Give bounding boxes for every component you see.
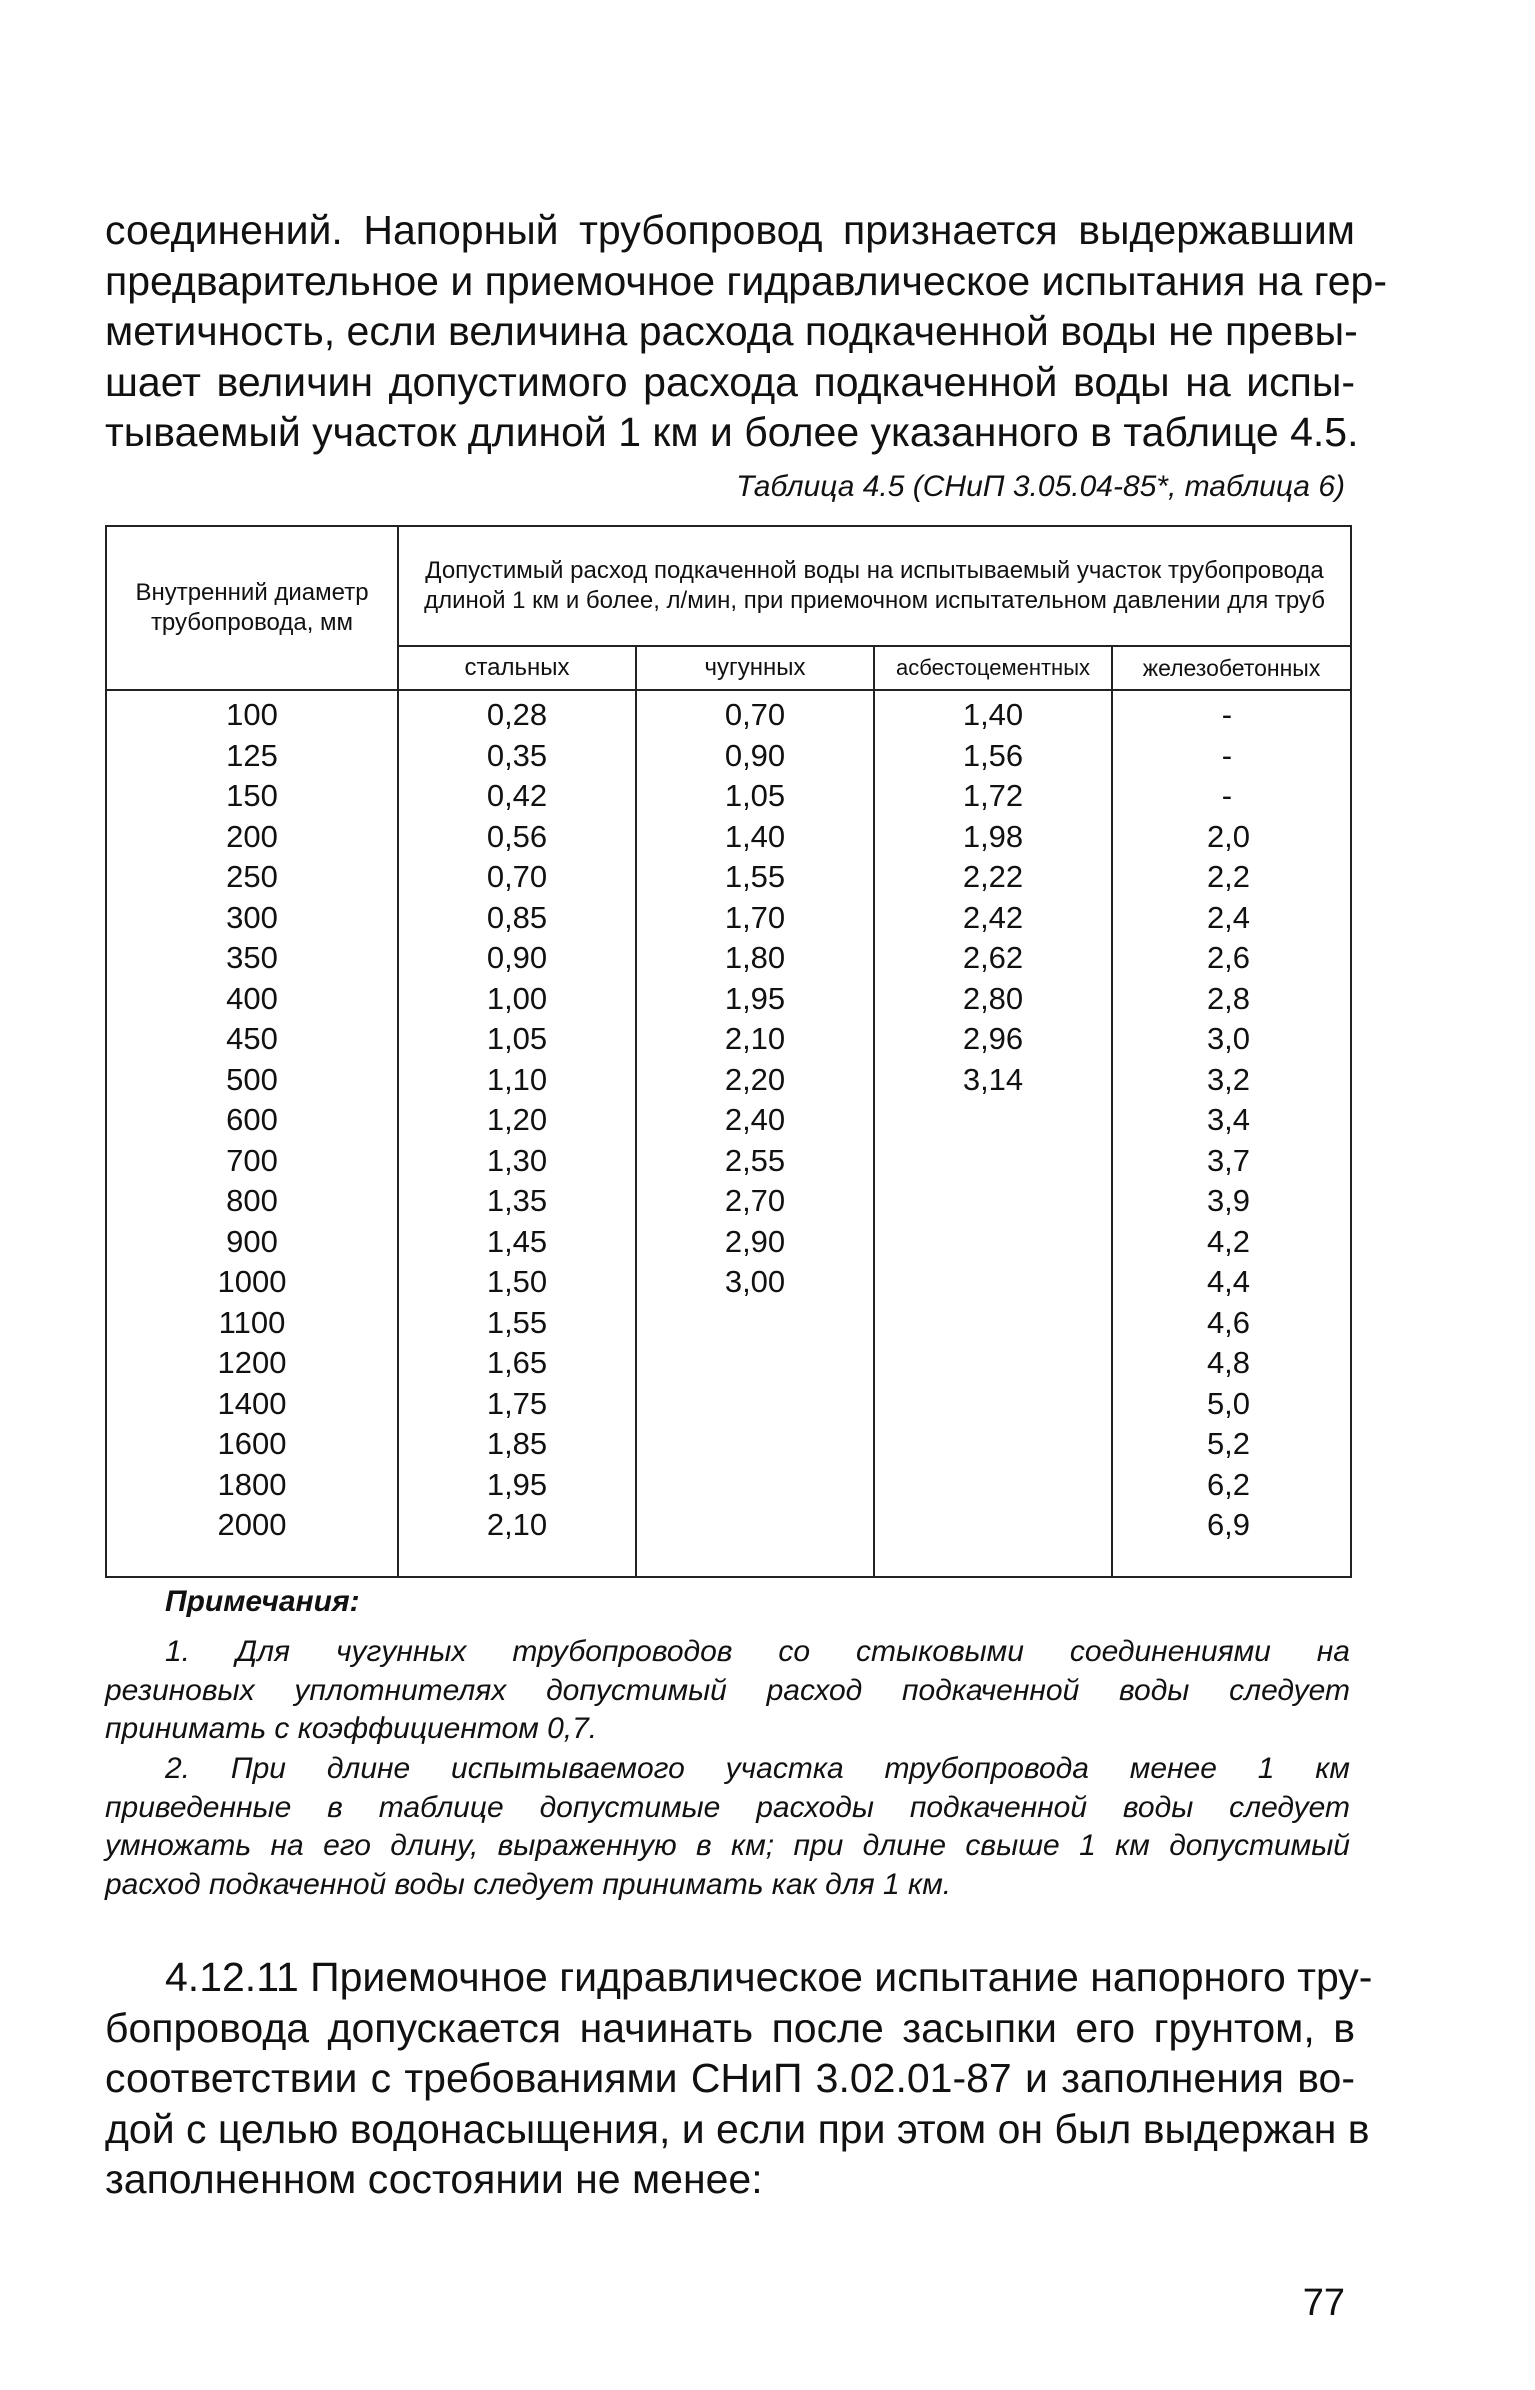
text-line: предварительное и приемочное гидравлическое испытания на гер- <box>105 257 1388 304</box>
table-cell: 6,9 <box>1206 1507 1251 1542</box>
note-line: умножать на его длину, выраженную в км; при длине свыше 1 км допустимый <box>105 1829 1350 1862</box>
table-cell: 2,6 <box>1206 940 1251 975</box>
table-cell: 2,10 <box>486 1507 548 1542</box>
table-cell: 1,10 <box>486 1061 548 1097</box>
table-cell: 2,10 <box>724 1021 786 1056</box>
table-cell: 1,55 <box>724 859 786 894</box>
table-cell: 1,75 <box>486 1385 548 1421</box>
table-cell: 1,05 <box>724 778 786 813</box>
table-cell: 2,22 <box>962 859 1024 894</box>
note-line: резиновых уплотнителях допустимый расход подкаченной воды следует <box>105 1673 1350 1707</box>
table-cell: 2,90 <box>724 1223 786 1259</box>
page-number: 77 <box>1302 2282 1345 2324</box>
table-cell: 1,50 <box>486 1264 548 1299</box>
table-cell: 1800 <box>217 1466 287 1502</box>
table-cell: 1,70 <box>724 899 786 935</box>
table-cell: 1,65 <box>486 1345 548 1380</box>
table-cell: 4,2 <box>1206 1223 1251 1259</box>
table-cell: 3,14 <box>962 1061 1024 1097</box>
table-cell: 2,42 <box>962 899 1024 935</box>
table-cell: 0,90 <box>486 940 548 975</box>
table-cell: 0,70 <box>724 697 786 732</box>
table-cell: 0,85 <box>486 899 548 935</box>
table-cell: 1,35 <box>486 1183 548 1218</box>
table-caption: Таблица 4.5 (СНиП 3.05.04-85*, таблица 6) <box>736 470 1345 503</box>
table-cell: - <box>1221 778 1233 813</box>
table-cell: 400 <box>226 980 278 1016</box>
table-cell: 2,62 <box>962 940 1024 975</box>
table-cell: 125 <box>226 737 278 773</box>
intro-paragraph <box>105 205 1388 458</box>
table-cell: 1,20 <box>486 1102 548 1137</box>
table-cell: 5,2 <box>1206 1426 1251 1461</box>
column-steel <box>398 690 636 1577</box>
table-cell: 600 <box>226 1102 278 1137</box>
text-line: заполненном состоянии не менее: <box>105 2156 763 2202</box>
table-cell: 1,40 <box>962 697 1024 732</box>
table-cell: 0,35 <box>486 737 548 773</box>
table-cell: - <box>1221 697 1233 732</box>
note-line: расход подкаченной воды следует принимать как для 1 км. <box>105 1867 952 1901</box>
table-cell: 1400 <box>217 1385 287 1421</box>
table-cell: 1,55 <box>486 1304 548 1340</box>
table-cell: 150 <box>226 778 278 813</box>
table-cell: 1,80 <box>724 940 786 975</box>
table-cell: 3,2 <box>1206 1061 1251 1097</box>
table-cell: 2,55 <box>724 1142 786 1178</box>
table-cell: 5,0 <box>1206 1385 1251 1421</box>
table-cell: 0,28 <box>486 697 548 732</box>
table-cell: 0,70 <box>486 859 548 894</box>
note-line: 2. При длине испытываемого участка трубопровода менее 1 км <box>165 1752 1350 1785</box>
table-cell: 1,30 <box>486 1142 548 1178</box>
table-cell: 1,56 <box>962 737 1024 773</box>
table-cell: 2,8 <box>1206 980 1251 1016</box>
table-cell: 1000 <box>217 1264 287 1299</box>
text-line: тываемый участок длиной 1 км и более указанного в таблице 4.5. <box>105 409 1359 455</box>
table-cell: 1,72 <box>962 778 1024 813</box>
note-2 <box>105 1750 1350 1904</box>
table-cell: 2,20 <box>724 1061 786 1097</box>
table-cell: 1,00 <box>486 980 548 1016</box>
table-cell: 350 <box>226 940 278 975</box>
table-cell: - <box>1221 737 1233 773</box>
table-cell: 1100 <box>218 1304 286 1340</box>
table-cell: 2,96 <box>962 1021 1024 1056</box>
table-cell: 1200 <box>217 1345 287 1380</box>
text-line: метичность, если величина расхода подкаченной воды не превы- <box>105 308 1358 354</box>
table-cell: 2,80 <box>962 980 1024 1016</box>
table-cell: 3,7 <box>1206 1142 1251 1178</box>
note-line: приведенные в таблице допустимые расходы подкаченной воды следует <box>105 1790 1350 1824</box>
column-asbestos-cement <box>874 690 1112 1577</box>
table-cell: 2000 <box>217 1507 287 1542</box>
table-cell: 1,95 <box>486 1466 548 1502</box>
table-cell: 1600 <box>217 1426 287 1461</box>
table-cell: 1,95 <box>724 980 786 1016</box>
table-cell: 4,4 <box>1206 1264 1251 1299</box>
table-cell: 100 <box>226 697 278 732</box>
table-cell: 1,45 <box>486 1223 548 1259</box>
leak-rate-table <box>105 525 1352 1578</box>
text-line: 4.12.11 Приемочное гидравлическое испытание напорного тру- <box>165 1954 1373 2000</box>
table-cell: 6,2 <box>1206 1466 1251 1502</box>
note-line: принимать с коэффициентом 0,7. <box>105 1712 598 1745</box>
table-cell: 300 <box>226 899 278 935</box>
table-cell: 1,05 <box>486 1021 548 1056</box>
table-cell: 700 <box>226 1142 278 1178</box>
table-cell: 800 <box>226 1183 278 1218</box>
table-cell: 2,4 <box>1206 899 1251 935</box>
table-cell: 2,2 <box>1206 859 1251 894</box>
table-cell: 900 <box>226 1223 278 1259</box>
text-line: соответствии с требованиями СНиП 3.02.01-87 и заполнения во- <box>105 2055 1355 2101</box>
table-cell: 0,90 <box>724 737 786 773</box>
subheader-reinforced-concrete: железобетонных <box>1112 646 1351 690</box>
table-cell: 1,98 <box>962 818 1024 854</box>
table-cell: 250 <box>226 859 278 894</box>
table-cell: 2,70 <box>724 1183 786 1218</box>
text-line: бопровода допускается начинать после засыпки его грунтом, в <box>105 2004 1355 2051</box>
note-line: 1. Для чугунных трубопроводов со стыковыми соединениями на <box>165 1635 1350 1668</box>
notes-title: Примечания: <box>165 1585 360 1618</box>
table-cell: 1,40 <box>724 818 786 854</box>
text-line: соединений. Напорный трубопровод признается выдержавшим <box>105 207 1355 253</box>
table-cell: 2,40 <box>724 1102 786 1137</box>
subheader-cast-iron: чугунных <box>636 646 874 690</box>
subheader-steel: стальных <box>398 646 636 690</box>
note-1 <box>105 1633 1350 1749</box>
table-cell: 0,56 <box>486 818 548 854</box>
text-line: шает величин допустимого расхода подкаченной воды на испы- <box>105 358 1355 405</box>
table-cell: 1,85 <box>486 1426 548 1461</box>
column-reinforced-concrete <box>1112 690 1351 1577</box>
text-line: дой с целью водонасыщения, и если при этом он был выдержан в <box>105 2105 1370 2152</box>
column-diameter <box>106 690 398 1577</box>
section-paragraph <box>105 1952 1373 2205</box>
subheader-asbestos-cement: асбестоцементных <box>874 646 1112 690</box>
table-cell: 0,42 <box>486 778 548 813</box>
header-flow: Допустимый расход подкаченной воды на испытываемый участок трубопровода длиной 1 км и более, л/мин, при приемочном испытательном давлении для труб <box>398 526 1351 646</box>
header-diameter: Внутренний диаметр трубопровода, мм <box>106 526 398 690</box>
table-cell: 3,9 <box>1206 1183 1251 1218</box>
table-cell: 3,4 <box>1206 1102 1251 1137</box>
table-cell: 3,00 <box>724 1264 786 1299</box>
table-cell: 4,6 <box>1206 1304 1251 1340</box>
table-cell: 2,0 <box>1206 818 1251 854</box>
table-cell: 4,8 <box>1206 1345 1251 1380</box>
column-cast-iron <box>636 690 874 1577</box>
table-cell: 450 <box>226 1021 278 1056</box>
table-cell: 200 <box>226 818 278 854</box>
table-cell: 3,0 <box>1206 1021 1251 1056</box>
table-cell: 500 <box>226 1061 278 1097</box>
